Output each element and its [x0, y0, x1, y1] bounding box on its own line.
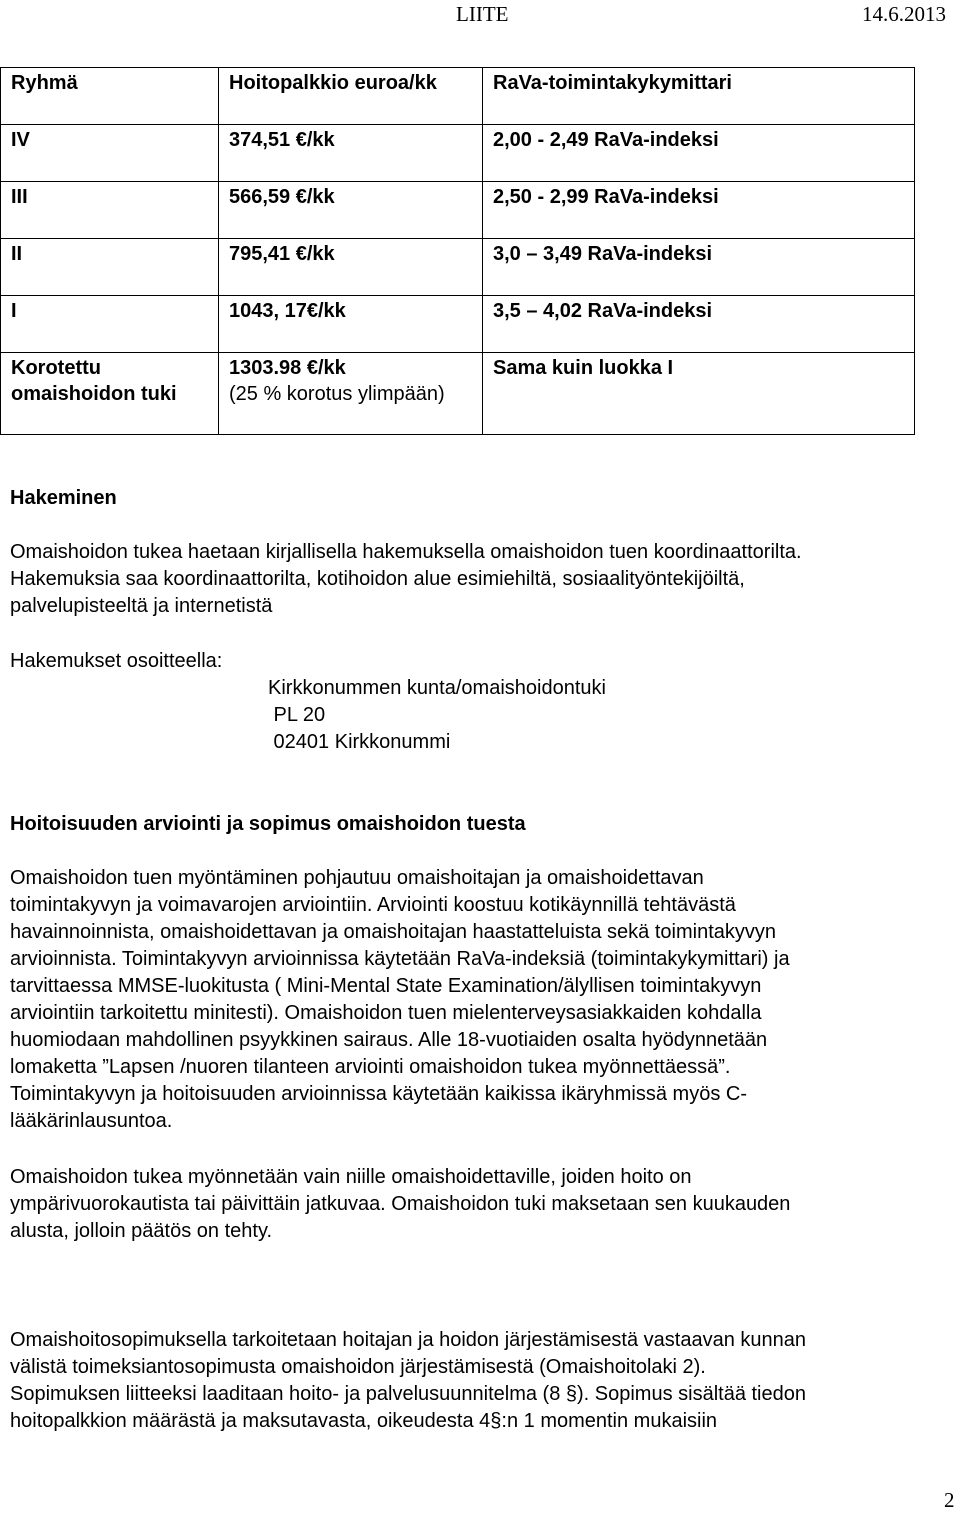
- address-line: 02401 Kirkkonummi: [268, 731, 451, 753]
- group-cell: II: [1, 239, 219, 296]
- arviointi-paragraph-2: [10, 1164, 955, 1245]
- page-number: 2: [944, 1488, 955, 1512]
- text-line: havainnoinnista, omaishoidettavan ja omaishoitajan haastatteluista sekä toimintakyvyn: [10, 921, 777, 943]
- arviointi-paragraph-1: [10, 865, 955, 1135]
- text-line: lomaketta ”Lapsen /nuoren tilanteen arviointi omaishoidon tukea myönnettäessä”.: [10, 1056, 731, 1078]
- table-row: [1, 125, 915, 182]
- text-line: Omaishoidon tukea myönnetään vain niille omaishoidettaville, joiden hoito on: [10, 1166, 692, 1188]
- group-cell: IV: [1, 125, 219, 182]
- address-label: Hakemukset osoitteella:: [10, 650, 223, 672]
- table-row: [1, 239, 915, 296]
- text-line: toimintakyvyn ja voimavarojen arviointiin. Arviointi koostuu kotikäynnillä tehtävästä: [10, 894, 736, 916]
- header-date: 14.6.2013: [862, 2, 946, 26]
- fee-main: 1303.98 €/kk: [229, 357, 346, 379]
- meter-cell: 2,50 - 2,99 RaVa-indeksi: [483, 182, 915, 239]
- table-header-cell: Ryhmä: [1, 68, 219, 125]
- fee-cell: 1043, 17€/kk: [219, 296, 483, 353]
- text-line: hoitopalkkion määrästä ja maksutavasta, oikeudesta 4§:n 1 momentin mukaisiin: [10, 1410, 718, 1432]
- text-line: lääkärinlausuntoa.: [10, 1110, 173, 1132]
- text-line: Omaishoidon tukea haetaan kirjallisella hakemuksella omaishoidon tuen koordinaattorilta.: [10, 541, 802, 563]
- fee-cell: 566,59 €/kk: [219, 182, 483, 239]
- fee-cell: 795,41 €/kk: [219, 239, 483, 296]
- text-line: huomiodaan mahdollinen psyykkinen sairaus. Alle 18-vuotiaiden osalta hyödynnetään: [10, 1029, 768, 1051]
- text-line: Hakemuksia saa koordinaattorilta, kotihoidon alue esimiehiltä, sosiaalityöntekijöiltä,: [10, 568, 745, 590]
- text-line: välistä toimeksiantosopimusta omaishoidon järjestämisestä (Omaishoitolaki 2).: [10, 1356, 706, 1378]
- text-line: ympärivuorokautista tai päivittäin jatkuvaa. Omaishoidon tuki maksetaan sen kuukauden: [10, 1193, 791, 1215]
- group-cell: I: [1, 296, 219, 353]
- meter-cell: 3,0 – 3,49 RaVa-indeksi: [483, 239, 915, 296]
- fee-table: [0, 67, 915, 435]
- text-line: Toimintakyvyn ja hoitoisuuden arvioinnissa käytetään kaikissa ikäryhmissä myös C-: [10, 1083, 747, 1105]
- table-header-row: [1, 68, 915, 125]
- address-line: Kirkkonummen kunta/omaishoidontuki: [268, 677, 606, 699]
- table-header-cell: RaVa-toimintakykymittari: [483, 68, 915, 125]
- section-heading-arviointi: Hoitoisuuden arviointi ja sopimus omaishoidon tuesta: [10, 813, 526, 835]
- table-row: [1, 353, 915, 435]
- meter-cell: 2,00 - 2,49 RaVa-indeksi: [483, 125, 915, 182]
- text-line: Sopimuksen liitteeksi laaditaan hoito- ja palvelusuunnitelma (8 §). Sopimus sisältää tiedon: [10, 1383, 806, 1405]
- group-cell: Korotettu omaishoidon tuki: [1, 353, 219, 435]
- group-cell: III: [1, 182, 219, 239]
- text-line: Omaishoitosopimuksella tarkoitetaan hoitajan ja hoidon järjestämisestä vastaavan kunnan: [10, 1329, 807, 1351]
- section-heading-hakeminen: Hakeminen: [10, 487, 117, 509]
- meter-cell: 3,5 – 4,02 RaVa-indeksi: [483, 296, 915, 353]
- hakeminen-paragraph: [10, 539, 955, 620]
- meter-cell: Sama kuin luokka I: [483, 353, 915, 435]
- fee-cell: 374,51 €/kk: [219, 125, 483, 182]
- table-row: [1, 296, 915, 353]
- fee-note: (25 % korotus ylimpään): [229, 383, 445, 405]
- table-row: [1, 182, 915, 239]
- text-line: tarvittaessa MMSE-luokitusta ( Mini-Mental State Examination/älyllisen toimintakyvyn: [10, 975, 762, 997]
- table-header-cell: Hoitopalkkio euroa/kk: [219, 68, 483, 125]
- address-line: PL 20: [268, 704, 326, 726]
- text-line: Omaishoidon tuen myöntäminen pohjautuu omaishoitajan ja omaishoidettavan: [10, 867, 704, 889]
- arviointi-paragraph-3: [10, 1327, 955, 1435]
- text-line: palvelupisteeltä ja internetistä: [10, 595, 273, 617]
- text-line: arvioinnista. Toimintakyvyn arvioinnissa käytetään RaVa-indeksiä (toimintakykymittari) ja: [10, 948, 790, 970]
- text-line: arviointiin tarkoitettu minitesti). Omaishoidon tuen mielenterveysasiakkaiden kohdalla: [10, 1002, 762, 1024]
- address-block: [268, 675, 606, 756]
- fee-cell: [219, 353, 483, 435]
- header-label: LIITE: [456, 2, 509, 26]
- text-line: alusta, jolloin päätös on tehty.: [10, 1220, 273, 1242]
